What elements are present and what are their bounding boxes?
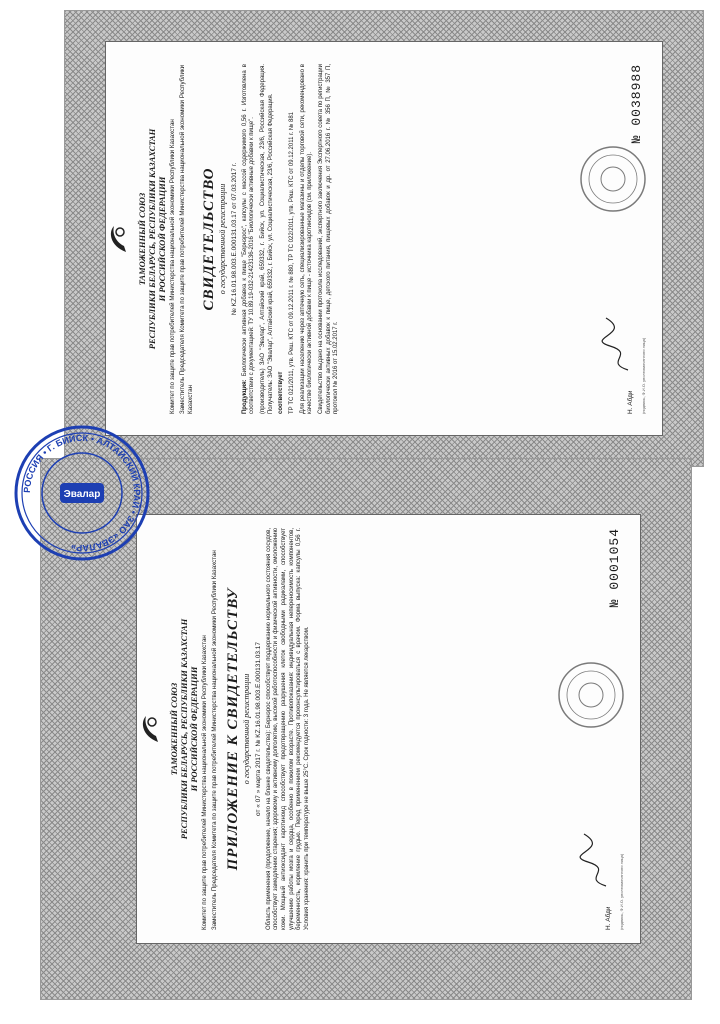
signer-name: Н. Абди: [627, 390, 634, 414]
header: [138, 50, 167, 428]
deputy: Заместитель Председателя Комитета по защите прав потребителей Министерства национальной экономики Республики Казахстан: [210, 550, 218, 930]
stamp-center-text: Эвалар: [63, 489, 101, 500]
serial-number: № 0001054: [606, 528, 622, 608]
compliance-text: ТР ТС 021/2011, утв. Реш. КТС от 09.12.2011 г. № 880, ТР ТС 022/2011, утв. Реш. КТС от 09.12.2011 г. № 881: [288, 111, 295, 414]
issuer: Комитет по защите прав потребителей Министерства национальной экономики Республики Казахстан: [200, 635, 208, 930]
header-line: И РОССИЙСКОЙ ФЕДЕРАЦИИ: [188, 666, 199, 792]
basis-text: Свидетельство выдано на основании протокола исследований, экспертного заключения Экспертного совета по регистрации биологически активных добавок к пище, детского питания, пищевых добавок и др. от 27.06.2016 г. № 356 П, № 357 П, протокол № 2016 от 15.02.2017 г.: [317, 63, 340, 414]
appendix-body: [136, 514, 641, 944]
scope-text: Область применения (продолжение, начало на бланке свидетельства): Бернэрос способствует поддержанию нормального состояния сосудов, способствует замедлению старения; здоровому и активному долголетию, высокой работоспособности и физической активности, омоложению кожи. Мощный антиоксидант каротиноид способствует предотвращению разрушения клеток свободными радикалами, способствует улучшению работы мозга и сердца, особенно в пожилом возрасте. Противопоказания: индивидуальная непереносимость компонентов, беременность, кормление грудью. Перед применением рекомендуется проконсультироваться с врачом. Форма выпуска: капсулы 0,56 г. Условия хранения: хранить при температуре не выше 25°С. Срок годности: 3 года. Не является лекарством.: [265, 528, 310, 930]
registration-number: № KZ.16.01.98.003.Е.000131.03.17 от 07.03.2017 г.: [230, 162, 238, 315]
certificate-title: СВИДЕТЕЛЬСТВО: [200, 167, 217, 310]
header-line: ТАМОЖЕННЫЙ СОЮЗ: [168, 682, 179, 776]
company-stamp-icon: [12, 423, 152, 563]
header: [170, 514, 199, 944]
stamp-ring-text: РОССИЯ • Г. БИЙСК • АЛТАЙСКИЙ КРАЙ • ЗАО «ЭВАЛАР»: [21, 432, 143, 554]
official-seal-icon: [556, 660, 626, 730]
manufacturer-text: (производитель) ЗАО "Эвалар", Алтайский край, 659332, г. Бийск, ул. Социалистическая, 23/6, Российская Федерация. Получатель: ЗАО "Эвалар", Алтайский край, 659332, г. Бийск, ул. Социалистическая, 23/6, Российская Федерация.: [259, 63, 274, 414]
signature-icon: [598, 314, 638, 374]
product-text: Биологически активная добавка к пище "Бернэрос", капсулы с массой содержимого 0,56 г. Изготовлена в соответствии с документацией: ТУ 10.89.19-032-21423136-2016 "Биологически активные добавки к пище".: [241, 63, 256, 414]
certificate-main: [64, 10, 704, 467]
certificate-subtitle: о государственной регистрации: [217, 183, 227, 294]
registration-number: от « 07 » марта 2017 г. № KZ.16.01.98.003.Е.000131.03.17: [254, 641, 262, 817]
appendix-title: ПРИЛОЖЕНИЕ К СВИДЕТЕЛЬСТВУ: [224, 587, 241, 871]
product-label: Продукция:: [241, 378, 248, 414]
customs-union-logo-icon: [106, 222, 130, 256]
customs-union-logo-icon: [138, 712, 162, 746]
header-line: И РОССИЙСКОЙ ФЕДЕРАЦИИ: [156, 176, 167, 301]
serial-number: № 0038988: [629, 63, 644, 143]
signer-name: Н. Абди: [604, 906, 612, 930]
header-line: РЕСПУБЛИКИ БЕЛАРУСЬ, РЕСПУБЛИКИ КАЗАХСТАН: [178, 618, 189, 840]
signer-caption: (подпись, Ф.И.О. уполномоченного лица): [618, 853, 624, 930]
deputy: Заместитель Председателя Комитета по защите прав потребителей Министерства национальной экономики Республики Казахстан: [179, 64, 194, 414]
header-line: РЕСПУБЛИКИ БЕЛАРУСЬ, РЕСПУБЛИКИ КАЗАХСТАН: [146, 128, 157, 349]
signer-caption: (подпись, Ф.И.О. уполномоченного лица): [641, 337, 646, 414]
certificate-body: [105, 41, 663, 436]
signature-area: [578, 64, 648, 414]
issuer: Комитет по защите прав потребителей Министерства национальной экономики Республики Казахстан: [169, 118, 177, 414]
header-line: ТАМОЖЕННЫЙ СОЮЗ: [137, 192, 147, 285]
signature-area: [556, 528, 626, 930]
compliance-label: соответствует: [278, 371, 285, 414]
appendix-subtitle: о государственной регистрации: [241, 673, 251, 785]
official-seal-icon: [578, 144, 648, 214]
usage-text: Для реализации населению через аптечную сеть, специализированные магазины и отделы торговой сети, рекомендовано в качестве биологически активной добавки к пище - источника каротиноидов (см. приложение).: [299, 63, 314, 414]
signature-icon: [576, 830, 616, 890]
